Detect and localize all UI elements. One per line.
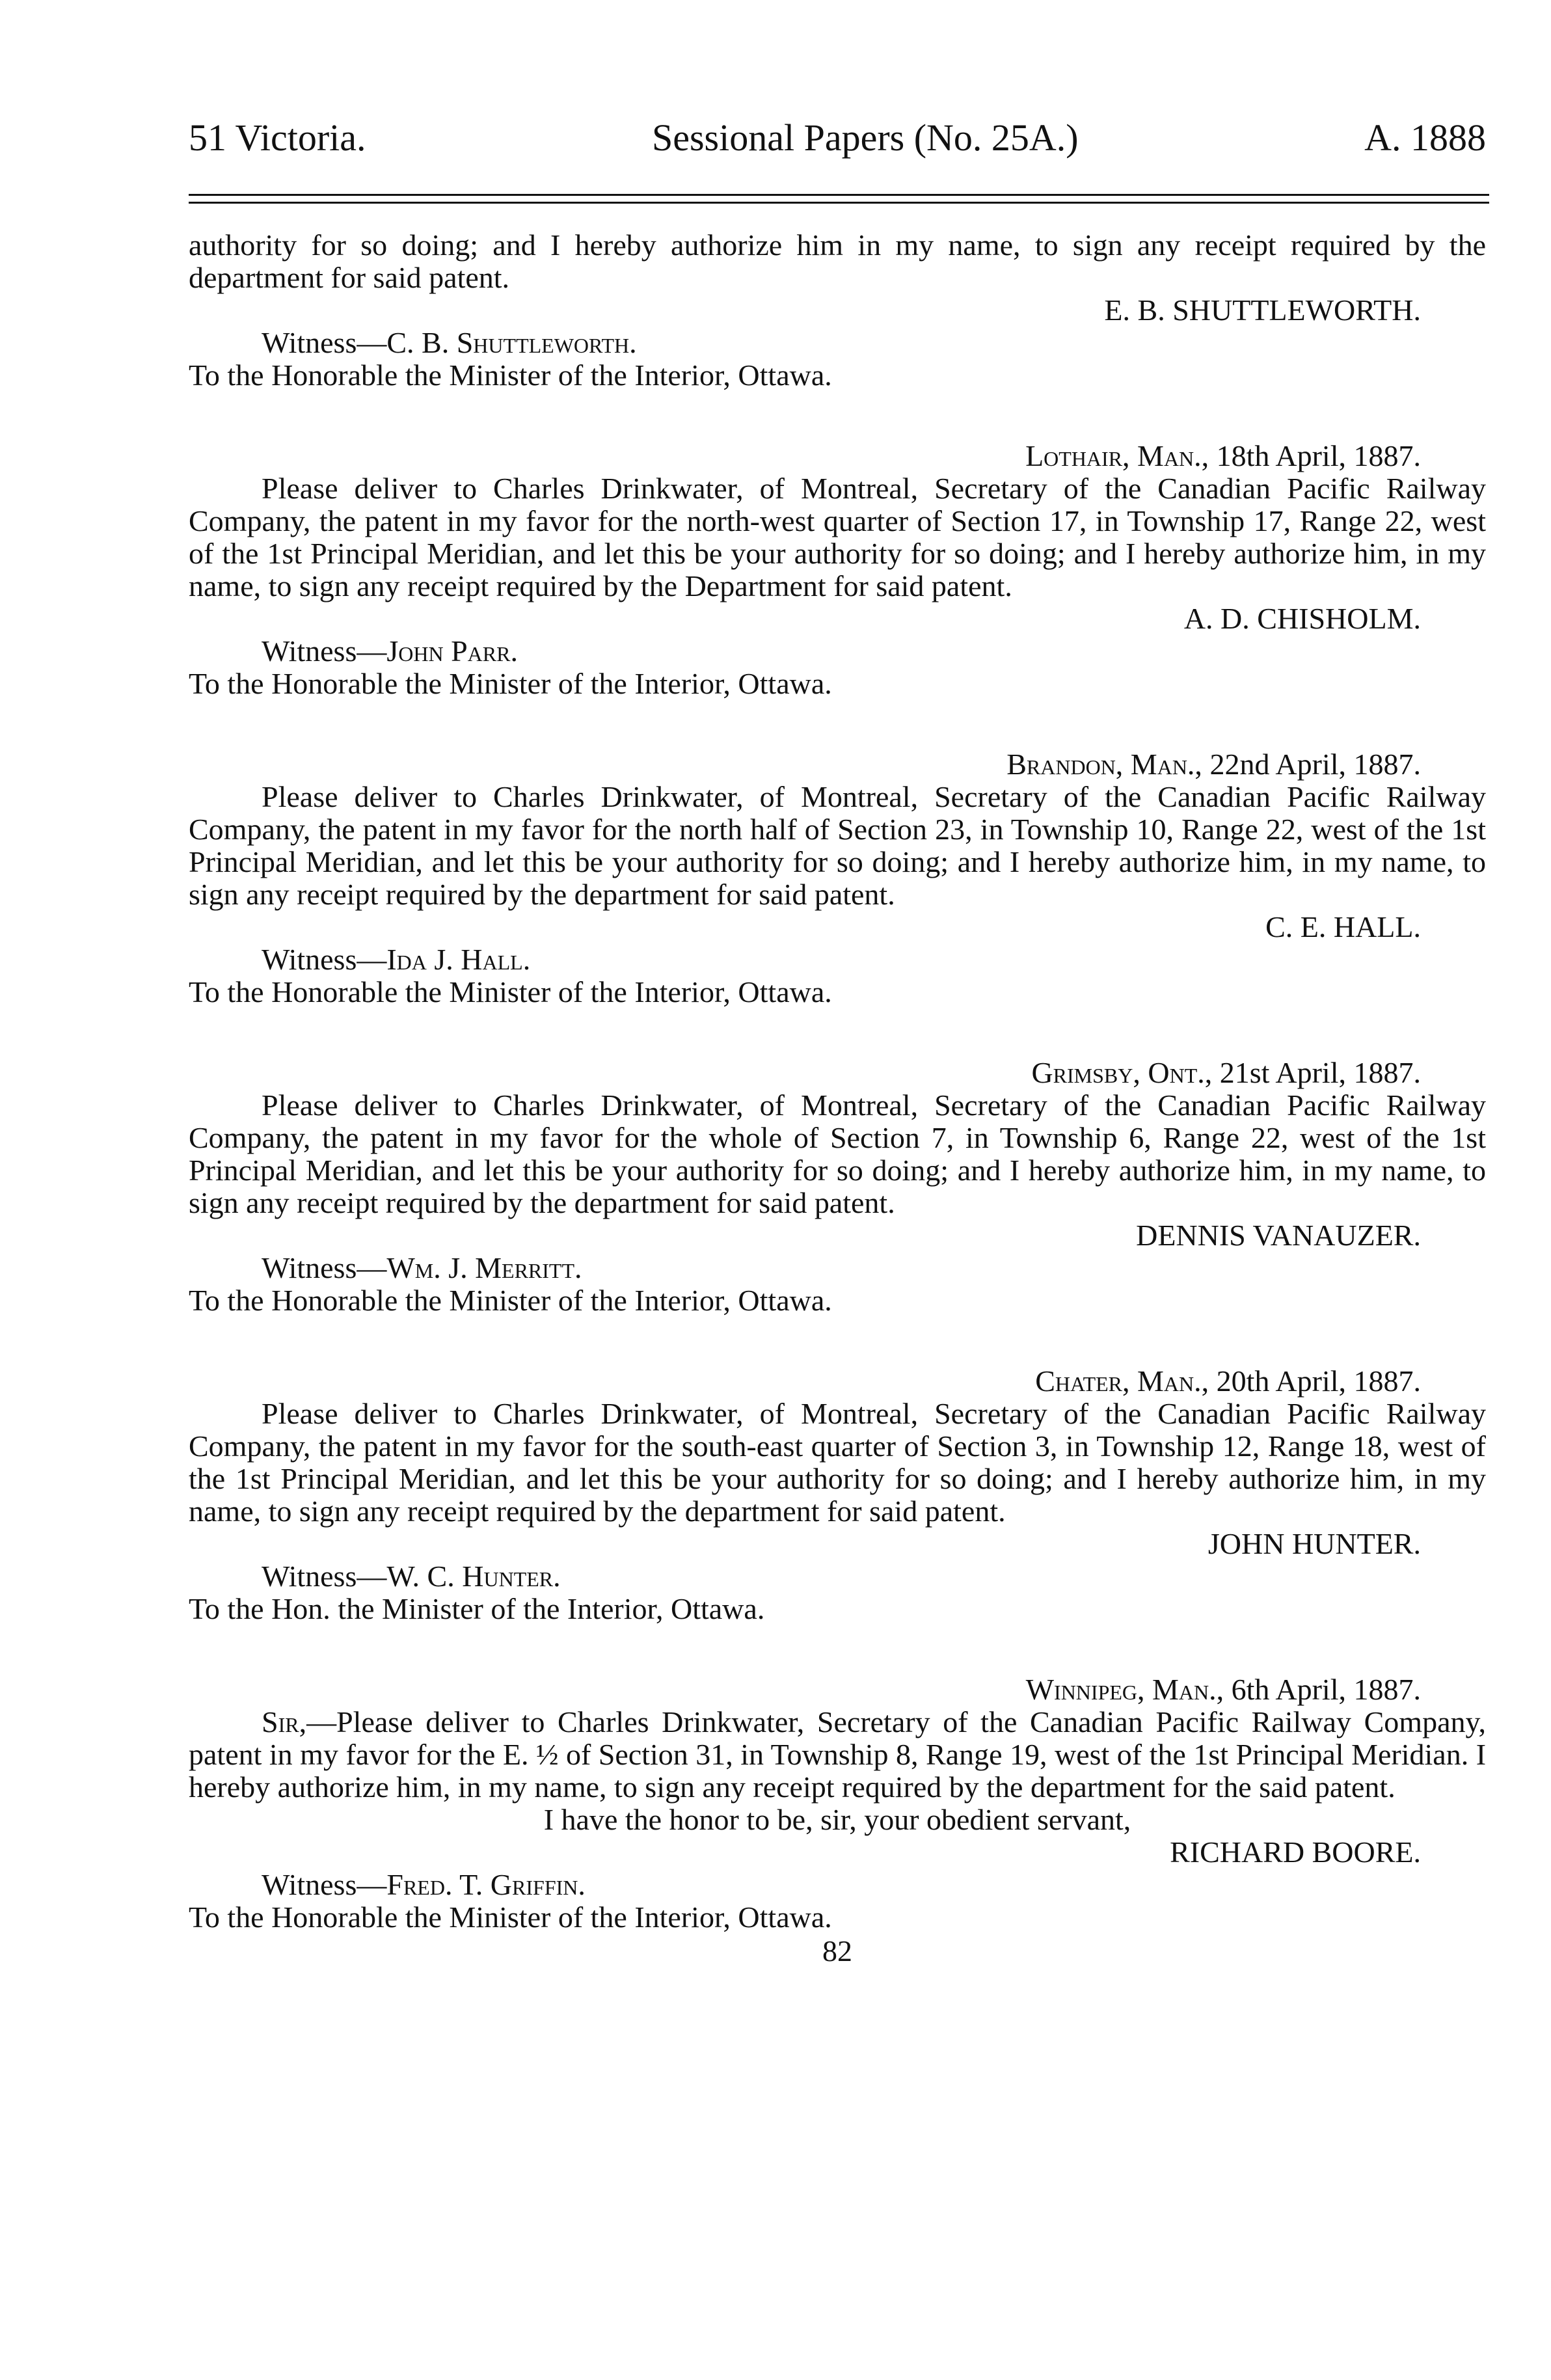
letter-dateline: Lothair, Man., 18th April, 1887. xyxy=(1025,439,1421,472)
letter-signature: JOHN HUNTER. xyxy=(1207,1527,1421,1560)
letter-witness: Witness—Ida J. Hall. xyxy=(262,943,531,976)
letter-body: Please deliver to Charles Drinkwater, of Montreal, Secretary of the Canadian Pacific Railway Company, the patent in my favor for the north half of Section 23, in Township 10, Range 22, west of the 1st Principal Meridian, and let this be your authority for so doing; and I hereby authorize him, in my name, to sign any receipt required by the department for said patent. xyxy=(189,780,1486,911)
header-year: A. 1888 xyxy=(1364,116,1486,159)
letter-dateline: Brandon, Man., 22nd April, 1887. xyxy=(1006,748,1421,781)
letter-addressee: To the Honorable the Minister of the Interior, Ottawa. xyxy=(189,667,832,700)
letter-body: Sir,—Please deliver to Charles Drinkwater, Secretary of the Canadian Pacific Railway Company, patent in my favor for the E. ½ of Section 31, in Township 8, Range 19, west of the 1st Principal Meridian. I hereby authorize him, in my name, to sign any receipt required by the department for the said patent. xyxy=(189,1705,1487,1804)
letter-dateline: Grimsby, Ont., 21st April, 1887. xyxy=(1031,1056,1421,1089)
header-title: Sessional Papers (No. 25A.) xyxy=(651,116,1079,159)
letter-dateline: Winnipeg, Man., 6th April, 1887. xyxy=(1025,1673,1421,1706)
letter-signature: DENNIS VANAUZER. xyxy=(1136,1219,1421,1252)
letter-signature: C. E. HALL. xyxy=(1265,910,1421,943)
letter-3 xyxy=(189,748,1486,1008)
header-rule xyxy=(189,194,1489,204)
letter-witness: Witness—W. C. Hunter. xyxy=(262,1560,561,1593)
letter-witness: Witness—C. B. Shuttleworth. xyxy=(262,326,637,359)
letter-addressee: To the Hon. the Minister of the Interior, Ottawa. xyxy=(189,1592,765,1625)
letter-body: Please deliver to Charles Drinkwater, of Montreal, Secretary of the Canadian Pacific Railway Company, the patent in my favor for the whole of Section 7, in Township 6, Range 22, west of the 1st Principal Meridian, and let this be your authority for so doing; and I hereby authorize him, in my name, to sign any receipt required by the department for said patent. xyxy=(189,1089,1486,1219)
letter-witness: Witness—Wm. J. Merritt. xyxy=(262,1251,582,1284)
letter-2 xyxy=(189,440,1486,700)
letter-addressee: To the Honorable the Minister of the Interior, Ottawa. xyxy=(189,1284,832,1317)
letter-addressee: To the Honorable the Minister of the Interior, Ottawa. xyxy=(189,1900,832,1934)
letter-signature: RICHARD BOORE. xyxy=(1170,1835,1421,1869)
letter-witness: Witness—Fred. T. Griffin. xyxy=(262,1868,586,1901)
page-text xyxy=(189,229,1486,1968)
letter-body: authority for so doing; and I hereby authorize him in my name, to sign any receipt required by the department for said patent. xyxy=(189,228,1486,294)
letter-dateline: Chater, Man., 20th April, 1887. xyxy=(1035,1364,1421,1398)
page-number: 82 xyxy=(822,1934,852,1968)
letter-5 xyxy=(189,1365,1486,1625)
letter-1 xyxy=(189,229,1486,392)
letter-signature: A. D. CHISHOLM. xyxy=(1183,602,1421,635)
letter-4 xyxy=(189,1057,1486,1317)
letter-6 xyxy=(189,1673,1486,1934)
letter-salutation: Sir, xyxy=(262,1705,307,1738)
letter-signature: E. B. SHUTTLEWORTH. xyxy=(1104,293,1421,327)
letter-body: Please deliver to Charles Drinkwater, of Montreal, Secretary of the Canadian Pacific Railway Company, the patent in my favor for the north-west quarter of Section 17, in Township 17, Range 22, west of the 1st Principal Meridian, and let this be your authority for so doing; and I hereby authorize him, in my name, to sign any receipt required by the Department for said patent. xyxy=(189,472,1486,602)
letter-body: Please deliver to Charles Drinkwater, of Montreal, Secretary of the Canadian Pacific Railway Company, the patent in my favor for the south-east quarter of Section 3, in Township 12, Range 18, west of the 1st Principal Meridian, and let this be your authority for so doing; and I hereby authorize him, in my name, to sign any receipt required by the department for said patent. xyxy=(189,1397,1486,1528)
letter-addressee: To the Honorable the Minister of the Interior, Ottawa. xyxy=(189,358,832,392)
letter-witness: Witness—John Parr. xyxy=(262,634,518,668)
letter-closing: I have the honor to be, sir, your obedient servant, xyxy=(543,1803,1131,1836)
letter-addressee: To the Honorable the Minister of the Interior, Ottawa. xyxy=(189,975,832,1008)
header-volume: 51 Victoria. xyxy=(189,116,366,159)
page-header xyxy=(189,116,1486,159)
